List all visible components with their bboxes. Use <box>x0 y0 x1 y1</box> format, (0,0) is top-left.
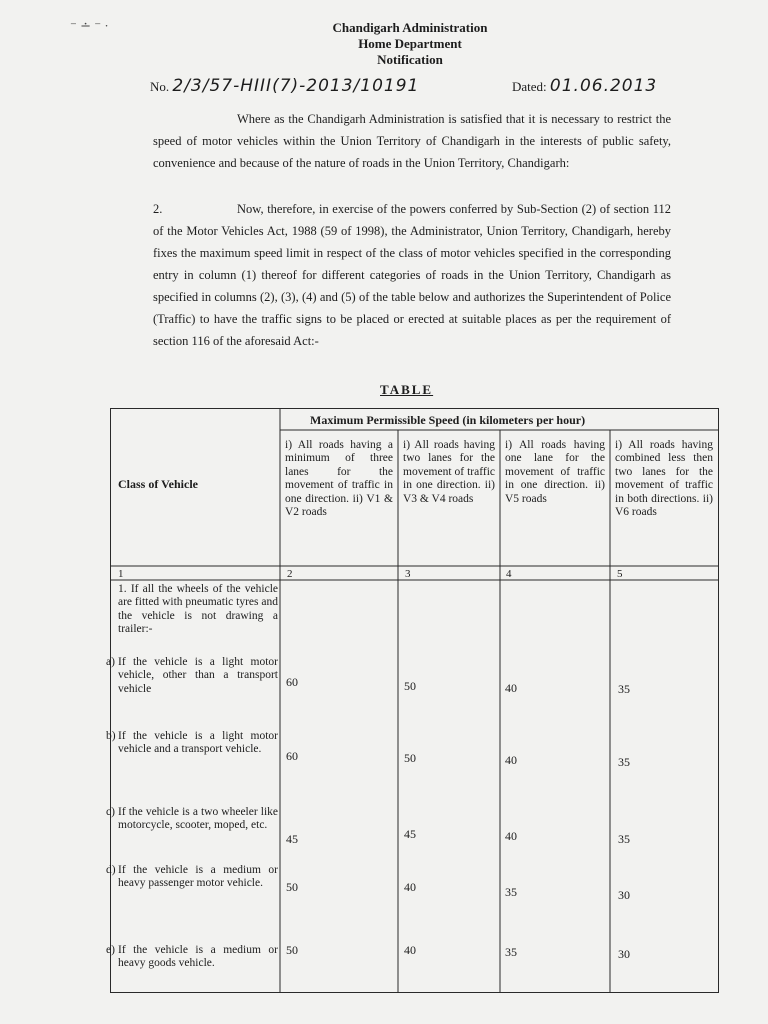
column-number-5: 5 <box>617 568 623 580</box>
row-e-col5: 30 <box>618 947 630 961</box>
table-row-a-text <box>106 656 278 696</box>
row-c-col5: 35 <box>618 832 630 846</box>
document-header <box>250 20 570 68</box>
row-a-col5: 35 <box>618 682 630 696</box>
table-row-d-text <box>106 864 278 891</box>
row-a-col3: 50 <box>404 679 416 693</box>
header-line-3: Notification <box>377 52 443 67</box>
ref-number: 2/3/57-HIII(7)-2013/10191 <box>172 76 420 96</box>
dated-label: Dated: <box>512 79 547 94</box>
row-c-col4: 40 <box>505 829 517 843</box>
column-number-3: 3 <box>405 568 411 580</box>
date-value: 01.06.2013 <box>549 76 658 96</box>
row-description: If the vehicle is a light motor vehicle, other than a transport vehicle <box>118 656 278 695</box>
table-intro: 1. If all the wheels of the vehicle are fitted with pneumatic tyres and the vehicle is not drawing a trailer:- <box>118 583 278 636</box>
row-b-col3: 50 <box>404 751 416 765</box>
paragraph-1: Where as the Chandigarh Administration is satisfied that it is necessary to restrict the speed of motor vehicles within the Union Territory of Chandigarh in the interests of public safety, convenience and because of the nature of roads in the Union Territory, Chandigarh: <box>153 112 671 170</box>
header-line-1: Chandigarh Administration <box>332 20 488 35</box>
row-description: If the vehicle is a two wheeler like motorcycle, scooter, moped, etc. <box>118 806 278 832</box>
table-title: TABLE <box>380 382 434 397</box>
row-description: If the vehicle is a medium or heavy passenger motor vehicle. <box>118 864 278 890</box>
table-row-e-text <box>106 944 278 971</box>
column-number-2: 2 <box>287 568 293 580</box>
row-e-col4: 35 <box>505 945 517 959</box>
row-label: a) <box>106 656 115 668</box>
row-label: b) <box>106 730 116 742</box>
ref-label: No. <box>150 79 170 94</box>
row-d-col2: 50 <box>286 880 298 894</box>
reference-number <box>150 76 419 96</box>
speed-limit-table <box>106 408 720 993</box>
row-d-col5: 30 <box>618 888 630 902</box>
row-d-col4: 35 <box>505 885 517 899</box>
row-label: c) <box>106 806 115 818</box>
column-number-1: 1 <box>118 568 124 580</box>
row-a-col2: 60 <box>286 675 298 689</box>
paragraph-2-text: Now, therefore, in exercise of the powers conferred by Sub-Section (2) of section 112 of the Motor Vehicles Act, 1988 (59 of 1998), the Administrator, Union Territory, Chandigarh, hereby fixes the maximum speed limit in respect of the class of motor vehicles specified in the corresponding entry in column (1) thereof for different categories of roads in the Union Territory, Chandigarh as specified in columns (2), (3), (4) and (5) of the table below and authorizes the Superintendent of Police (Traffic) to have the traffic signs to be placed or erected at suitable places as per the requirement of section 116 of the aforesaid Act:- <box>153 202 671 348</box>
row-e-col3: 40 <box>404 943 416 957</box>
class-of-vehicle-header: Class of Vehicle <box>118 477 199 491</box>
row-c-col2: 45 <box>286 832 298 846</box>
row-e-col2: 50 <box>286 943 298 957</box>
paragraph-2-number: 2. <box>153 202 163 216</box>
column-header-5: i) All roads having combined less then two lanes for the movement of traffic in both directions. ii) V6 roads <box>615 439 713 519</box>
column-header-4: i) All roads having one lane for the movement of traffic in one direction. ii) V5 roads <box>505 439 605 505</box>
row-c-col3: 45 <box>404 827 416 841</box>
max-speed-header: Maximum Permissible Speed (in kilometers per hour) <box>310 413 586 427</box>
row-a-col4: 40 <box>505 681 517 695</box>
date-line <box>512 76 657 96</box>
row-b-col2: 60 <box>286 749 298 763</box>
row-b-col4: 40 <box>505 753 517 767</box>
row-description: If the vehicle is a light motor vehicle and a transport vehicle. <box>118 730 278 756</box>
header-line-2: Home Department <box>358 36 462 51</box>
corner-scribble: ⁻ ∸ ⁻ · <box>70 18 109 33</box>
paragraph-2 <box>153 198 671 352</box>
table-row-c-text <box>106 806 278 833</box>
row-b-col5: 35 <box>618 755 630 769</box>
table-row-b-text <box>106 730 278 757</box>
row-label: e) <box>106 944 115 956</box>
row-description: If the vehicle is a medium or heavy goods vehicle. <box>118 944 278 970</box>
column-header-2: i) All roads having a minimum of three lanes for the movement of traffic in one direction. ii) V1 & V2 roads <box>285 439 393 519</box>
row-label: d) <box>106 864 116 876</box>
column-header-3: i) All roads having two lanes for the movement of traffic in one direction. ii) V3 & V4 roads <box>403 439 495 505</box>
row-d-col3: 40 <box>404 880 416 894</box>
column-number-4: 4 <box>506 568 512 580</box>
